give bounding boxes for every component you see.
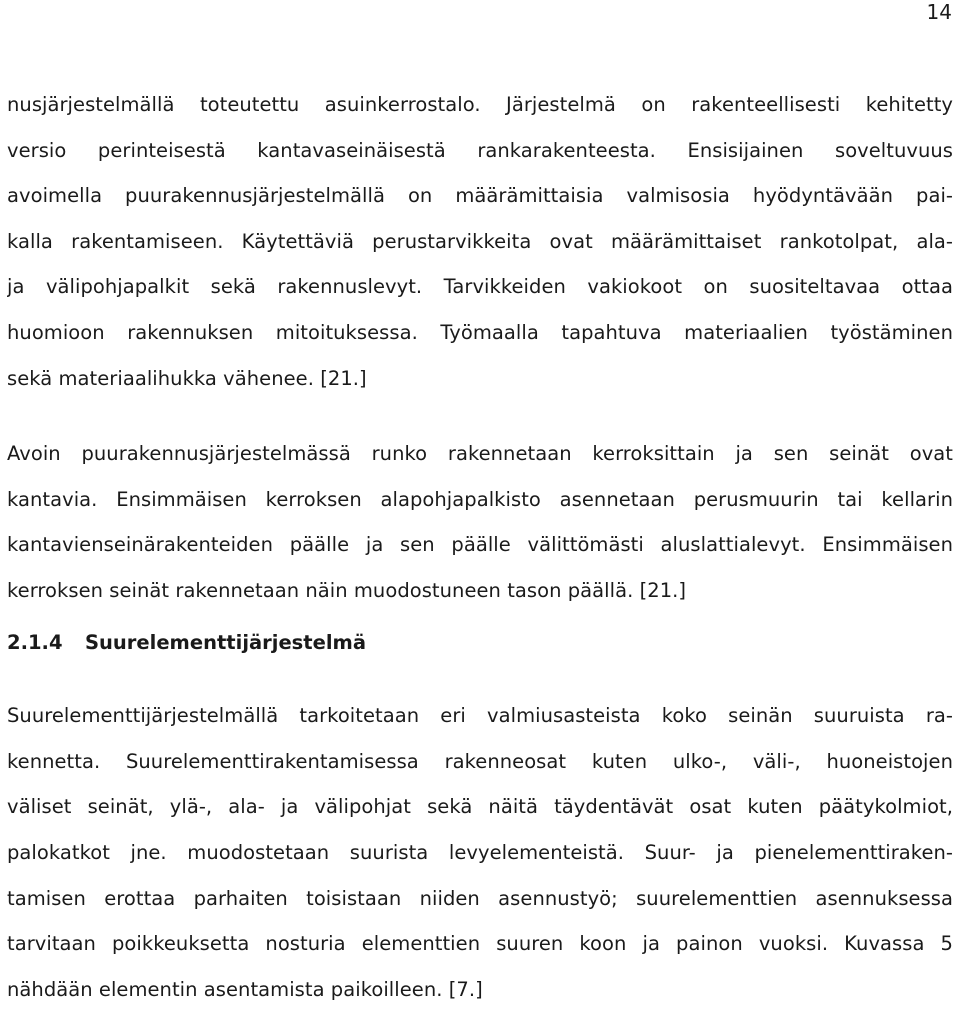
text-line: nähdään elementin asentamista paikoilleen. [7.] [7, 977, 483, 1001]
text-line: kennetta. Suurelementtirakentamisessa rakenneosat kuten ulko-, väli-, huoneistojen [7, 749, 953, 773]
section-title: Suurelementtijärjestelmä [85, 630, 366, 654]
text-line: palokatkot jne. muodostetaan suurista levyelementeistä. Suur- ja pienelementtiraken- [7, 840, 953, 864]
text-line: sekä materiaalihukka vähenee. [21.] [7, 366, 367, 390]
text-line: tamisen erottaa parhaiten toisistaan niiden asennustyö; suurelementtien asennuksessa [7, 886, 953, 910]
paragraph-3 [7, 693, 953, 1012]
text-line: kantavienseinärakenteiden päälle ja sen päälle välittömästi aluslattialevyt. Ensimmäisen [7, 533, 953, 557]
text-line: huomioon rakennuksen mitoituksessa. Työmaalla tapahtuva materiaalien työstäminen [7, 320, 953, 344]
text-line: versio perinteisestä kantavaseinäisestä rankarakenteesta. Ensisijainen soveltuvuus [7, 138, 953, 162]
text-line: Suurelementtijärjestelmällä tarkoitetaan eri valmiusasteista koko seinän suuruista ra- [7, 704, 953, 728]
text-line: kerroksen seinät rakennetaan näin muodostuneen tason päällä. [21.] [7, 578, 687, 602]
page-number: 14 [926, 0, 952, 24]
text-line: avoimella puurakennusjärjestelmällä on määrämittaisia valmisosia hyödyntävään pai- [7, 184, 953, 208]
text-line: kantavia. Ensimmäisen kerroksen alapohjapalkisto asennetaan perusmuurin tai kellarin [7, 487, 953, 511]
text-line: kalla rakentamiseen. Käytettäviä perustarvikkeita ovat määrämittaiset rankotolpat, ala- [7, 229, 953, 253]
text-line: nusjärjestelmällä toteutettu asuinkerrostalo. Järjestelmä on rakenteellisesti kehitetty [7, 93, 953, 116]
section-number: 2.1.4 [7, 630, 63, 654]
text-line: tarvitaan poikkeuksetta nosturia elementtien suuren koon ja painon vuoksi. Kuvassa 5 [7, 932, 953, 956]
document-body [7, 82, 953, 1012]
paragraph-1 [7, 82, 953, 401]
section-heading [7, 620, 953, 666]
paragraph-2 [7, 431, 953, 613]
text-line: ja välipohjapalkit sekä rakennuslevyt. Tarvikkeiden vakiokoot on suositeltavaa ottaa [7, 275, 953, 299]
text-line: väliset seinät, ylä-, ala- ja välipohjat sekä näitä täydentävät osat kuten päätykolmiot, [7, 795, 953, 819]
text-line: Avoin puurakennusjärjestelmässä runko rakennetaan kerroksittain ja sen seinät ovat [7, 442, 953, 466]
